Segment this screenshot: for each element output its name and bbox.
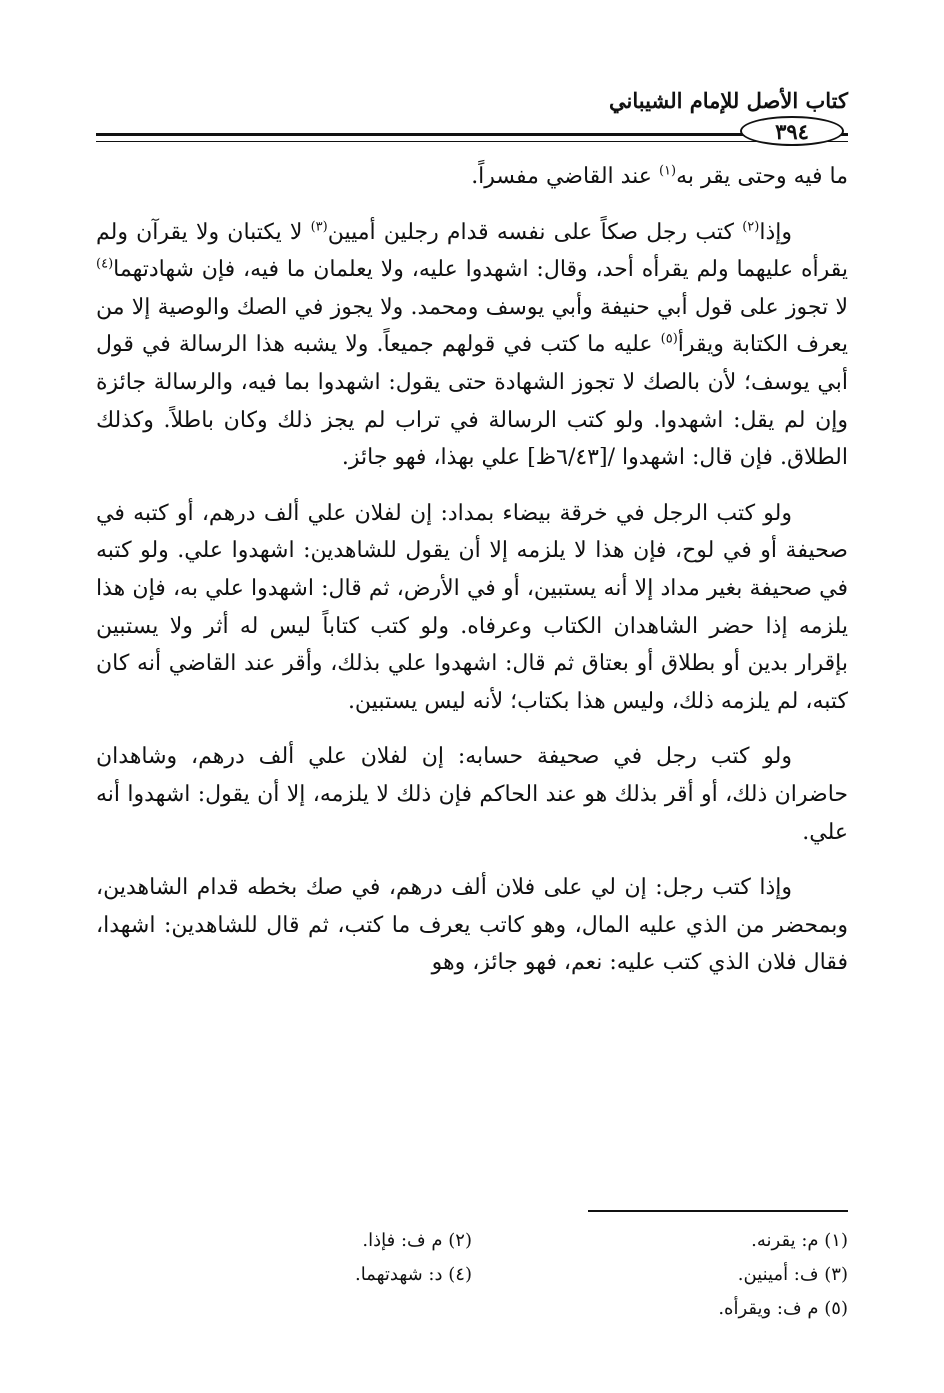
header-rule-thin [96,141,848,142]
footnote-ref-2: (٢) [742,219,760,235]
footnote-ref-5: (٥) [660,332,678,348]
paragraph-2 [96,214,848,477]
text-run: لا يكتبان ولا يقرآن ولم يقرأه عليهما ولم يقرأه أحد، وقال: اشهدوا عليه، ولا يعلمان ما فيه، فإن شهادتهما [96,219,848,283]
text-run: عند القاضي مفسراً. [471,164,659,189]
footnotes [96,1224,848,1326]
text-run: وإذا كتب رجل: إن لي على فلان ألف درهم، في صك بخطه قدام الشاهدين، وبمحضر من الذي عليه المال، وهو كاتب يعرف ما كتب، ثم قال للشاهدين: اشهدا، فقال فلان الذي كتب عليه: نعم، فهو جائز، وهو [96,875,848,976]
footnote-row [96,1258,848,1292]
header-rule-thick [96,133,848,136]
running-title: كتاب الأصل للإمام الشيباني [609,88,848,113]
footnote-row [96,1224,848,1258]
footnote-ref-3: (٣) [310,219,328,235]
footnote-separator [588,1210,848,1212]
text-run: ولو كتب رجل في صحيفة حسابه: إن لفلان علي ألف درهم، وشاهدان حاضران ذلك، أو أقر بذلك هو عند الحاكم فإن ذلك لا يلزمه، إلا أن يقول: اشهدوا أنه علي. [96,744,848,845]
text-run: ولو كتب الرجل في خرقة بيضاء بمداد: إن لفلان علي ألف درهم، أو كتبه في صحيفة أو في لوح، فإن هذا لا يلزمه إلا أن يقول للشاهدين: اشهدوا علي. ولو كتبه في صحيفة بغير مداد إلا أنه يستبين، أو في الأرض، ثم قال: اشهدوا علي به، فإن هذا يلزمه إذا حضر الشاهدان الكتاب وعرفاه. ولو كتب كتاباً ليس له أثر ولا يستبين بإقرار بدين أو بطلاق أو بعتاق ثم قال: اشهدوا علي بذلك، وأقر عند القاضي أنه كان كتبه، لم يلزمه ذلك، وليس هذا بكتاب؛ لأنه ليس يستبين. [96,500,848,714]
footnote-4: (٤) د: شهدتهما. [354,1264,472,1285]
footnote-row [96,1292,848,1326]
text-run: كتب رجل صكاً على نفسه قدام رجلين أميين [327,219,743,245]
page-number-badge [740,116,844,146]
paragraph-1 [96,158,848,196]
footnote-3: (٣) ف: أمينين. [737,1264,848,1285]
paragraph-5 [96,869,848,982]
page-number: ٣٩٤ [775,118,809,144]
text-run: وإذا [759,219,792,245]
text-run: لا تجوز على قول أبي حنيفة وأبي يوسف ومحمد. ولا يجوز في الصك والوصية إلا من يعرف الكتابة ويقرأ [96,294,848,358]
footnote-ref-1: (١) [658,163,677,179]
footnote-ref-4: (٤) [96,256,114,272]
text-run: عليه ما كتب في قولهم جميعاً. ولا يشبه هذا الرسالة في قول أبي يوسف؛ لأن بالصك لا تجوز الشهادة حتى يقول: اشهدوا بما فيه، والرسالة جائزة وإن لم يقل: اشهدوا. ولو كتب الرسالة في تراب لم يجز ذلك وكان باطلاً. وكذلك الطلاق. فإن قال: اشهدوا /[٦/٤٣ظ] علي بهذا، فهو جائز. [96,332,848,471]
body-text [96,158,848,1000]
paragraph-4 [96,738,848,851]
footnote-1: (١) م: يقرنه. [751,1230,848,1251]
footnote-2: (٢) م ف: فإذا. [362,1230,472,1251]
paragraph-3 [96,495,848,721]
text-run: ما فيه وحتى يقر به [676,164,848,189]
footnote-5: (٥) م ف: ويقرأه. [718,1298,848,1319]
